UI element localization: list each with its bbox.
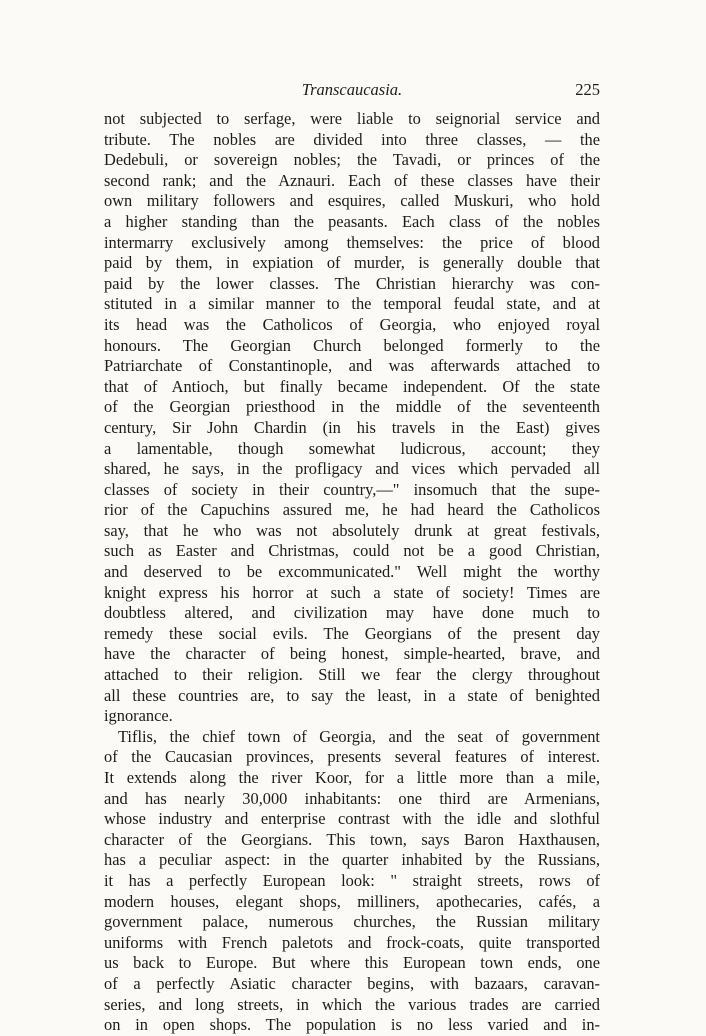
- text-line: paid by the lower classes. The Christian hierarchy was con-: [104, 273, 600, 293]
- page-number: 225: [575, 80, 600, 99]
- text-line: has a peculiar aspect: in the quarter inhabited by the Russians,: [104, 850, 600, 870]
- text-line: of a perfectly Asiatic character begins, with bazaars, caravan-: [104, 973, 600, 993]
- text-line: century, Sir John Chardin (in his travels in the East) gives: [104, 417, 600, 437]
- text-line: character of the Georgians. This town, says Baron Haxthausen,: [104, 829, 600, 849]
- text-line: whose industry and enterprise contrast with the idle and slothful: [104, 809, 600, 829]
- text-line: stituted in a similar manner to the temporal feudal state, and at: [104, 294, 600, 314]
- text-line: such as Easter and Christmas, could not be a good Christian,: [104, 541, 600, 561]
- text-line: Patriarchate of Constantinople, and was afterwards attached to: [104, 356, 600, 376]
- text-line: attached to their religion. Still we fear the clergy throughout: [104, 665, 600, 685]
- text-line: and has nearly 30,000 inhabitants: one third are Armenians,: [104, 788, 600, 808]
- text-line: intermarry exclusively among themselves: the price of blood: [104, 232, 600, 252]
- text-line: not subjected to serfage, were liable to seignorial service and: [104, 109, 600, 128]
- text-line: paid by them, in expiation of murder, is generally double that: [104, 253, 600, 273]
- text-line: uniforms with French paletots and frock-coats, quite transported: [104, 932, 600, 952]
- paragraph-start-line: Tiflis, the chief town of Georgia, and the seat of government: [118, 726, 600, 746]
- text-line: a higher standing than the peasants. Each class of the nobles: [104, 211, 600, 231]
- text-line: and deserved to be excommunicated." Well might the worthy: [104, 562, 600, 582]
- text-line: say, that he who was not absolutely drunk at great festivals,: [104, 520, 600, 540]
- text-line: It extends along the river Koor, for a little more than a mile,: [104, 768, 600, 787]
- body-text: [104, 109, 600, 1036]
- text-line: remedy these social evils. The Georgians of the present day: [104, 623, 600, 643]
- text-line: second rank; and the Aznauri. Each of these classes have their: [104, 170, 600, 190]
- text-line: modern houses, elegant shops, milliners, apothecaries, cafés, a: [104, 891, 600, 911]
- text-line: us back to Europe. But where this European town ends, one: [104, 953, 600, 973]
- text-line: it has a perfectly European look: " straight streets, rows of: [104, 870, 600, 890]
- text-line: a lamentable, though somewhat ludicrous, account; they: [104, 438, 600, 458]
- text-line: government palace, numerous churches, the Russian military: [104, 912, 600, 932]
- paragraph-end-line: ignorance.: [104, 706, 173, 726]
- running-title: Transcaucasia.: [301, 80, 403, 99]
- text-line: own military followers and esquires, called Muskuri, who hold: [104, 191, 600, 211]
- text-line: all these countries are, to say the least, in a state of benighted: [104, 685, 600, 705]
- text-line: knight express his horror at such a state of society! Times are: [104, 582, 600, 602]
- text-line: have the character of being honest, simple-hearted, brave, and: [104, 644, 600, 664]
- text-line: series, and long streets, in which the various trades are carried: [104, 994, 600, 1014]
- running-header: [104, 80, 600, 102]
- text-line: honours. The Georgian Church belonged formerly to the: [104, 335, 600, 355]
- text-line: rior of the Capuchins assured me, he had heard the Catholicos: [104, 500, 600, 520]
- text-line: shared, he says, in the profligacy and vices which pervaded all: [104, 459, 600, 479]
- text-line: Dedebuli, or sovereign nobles; the Tavadi, or princes of the: [104, 150, 600, 170]
- text-line: of the Georgian priesthood in the middle of the seventeenth: [104, 397, 600, 417]
- text-line: of the Caucasian provinces, presents several features of interest.: [104, 747, 600, 767]
- text-line: its head was the Catholicos of Georgia, who enjoyed royal: [104, 314, 600, 334]
- text-line: doubtless altered, and civilization may have done much to: [104, 603, 600, 623]
- text-line: on in open shops. The population is no less varied and in-: [104, 1015, 600, 1035]
- text-line: that of Antioch, but finally became independent. Of the state: [104, 376, 600, 396]
- text-line: classes of society in their country,—" insomuch that the supe-: [104, 479, 600, 499]
- text-line: tribute. The nobles are divided into three classes, — the: [104, 129, 600, 149]
